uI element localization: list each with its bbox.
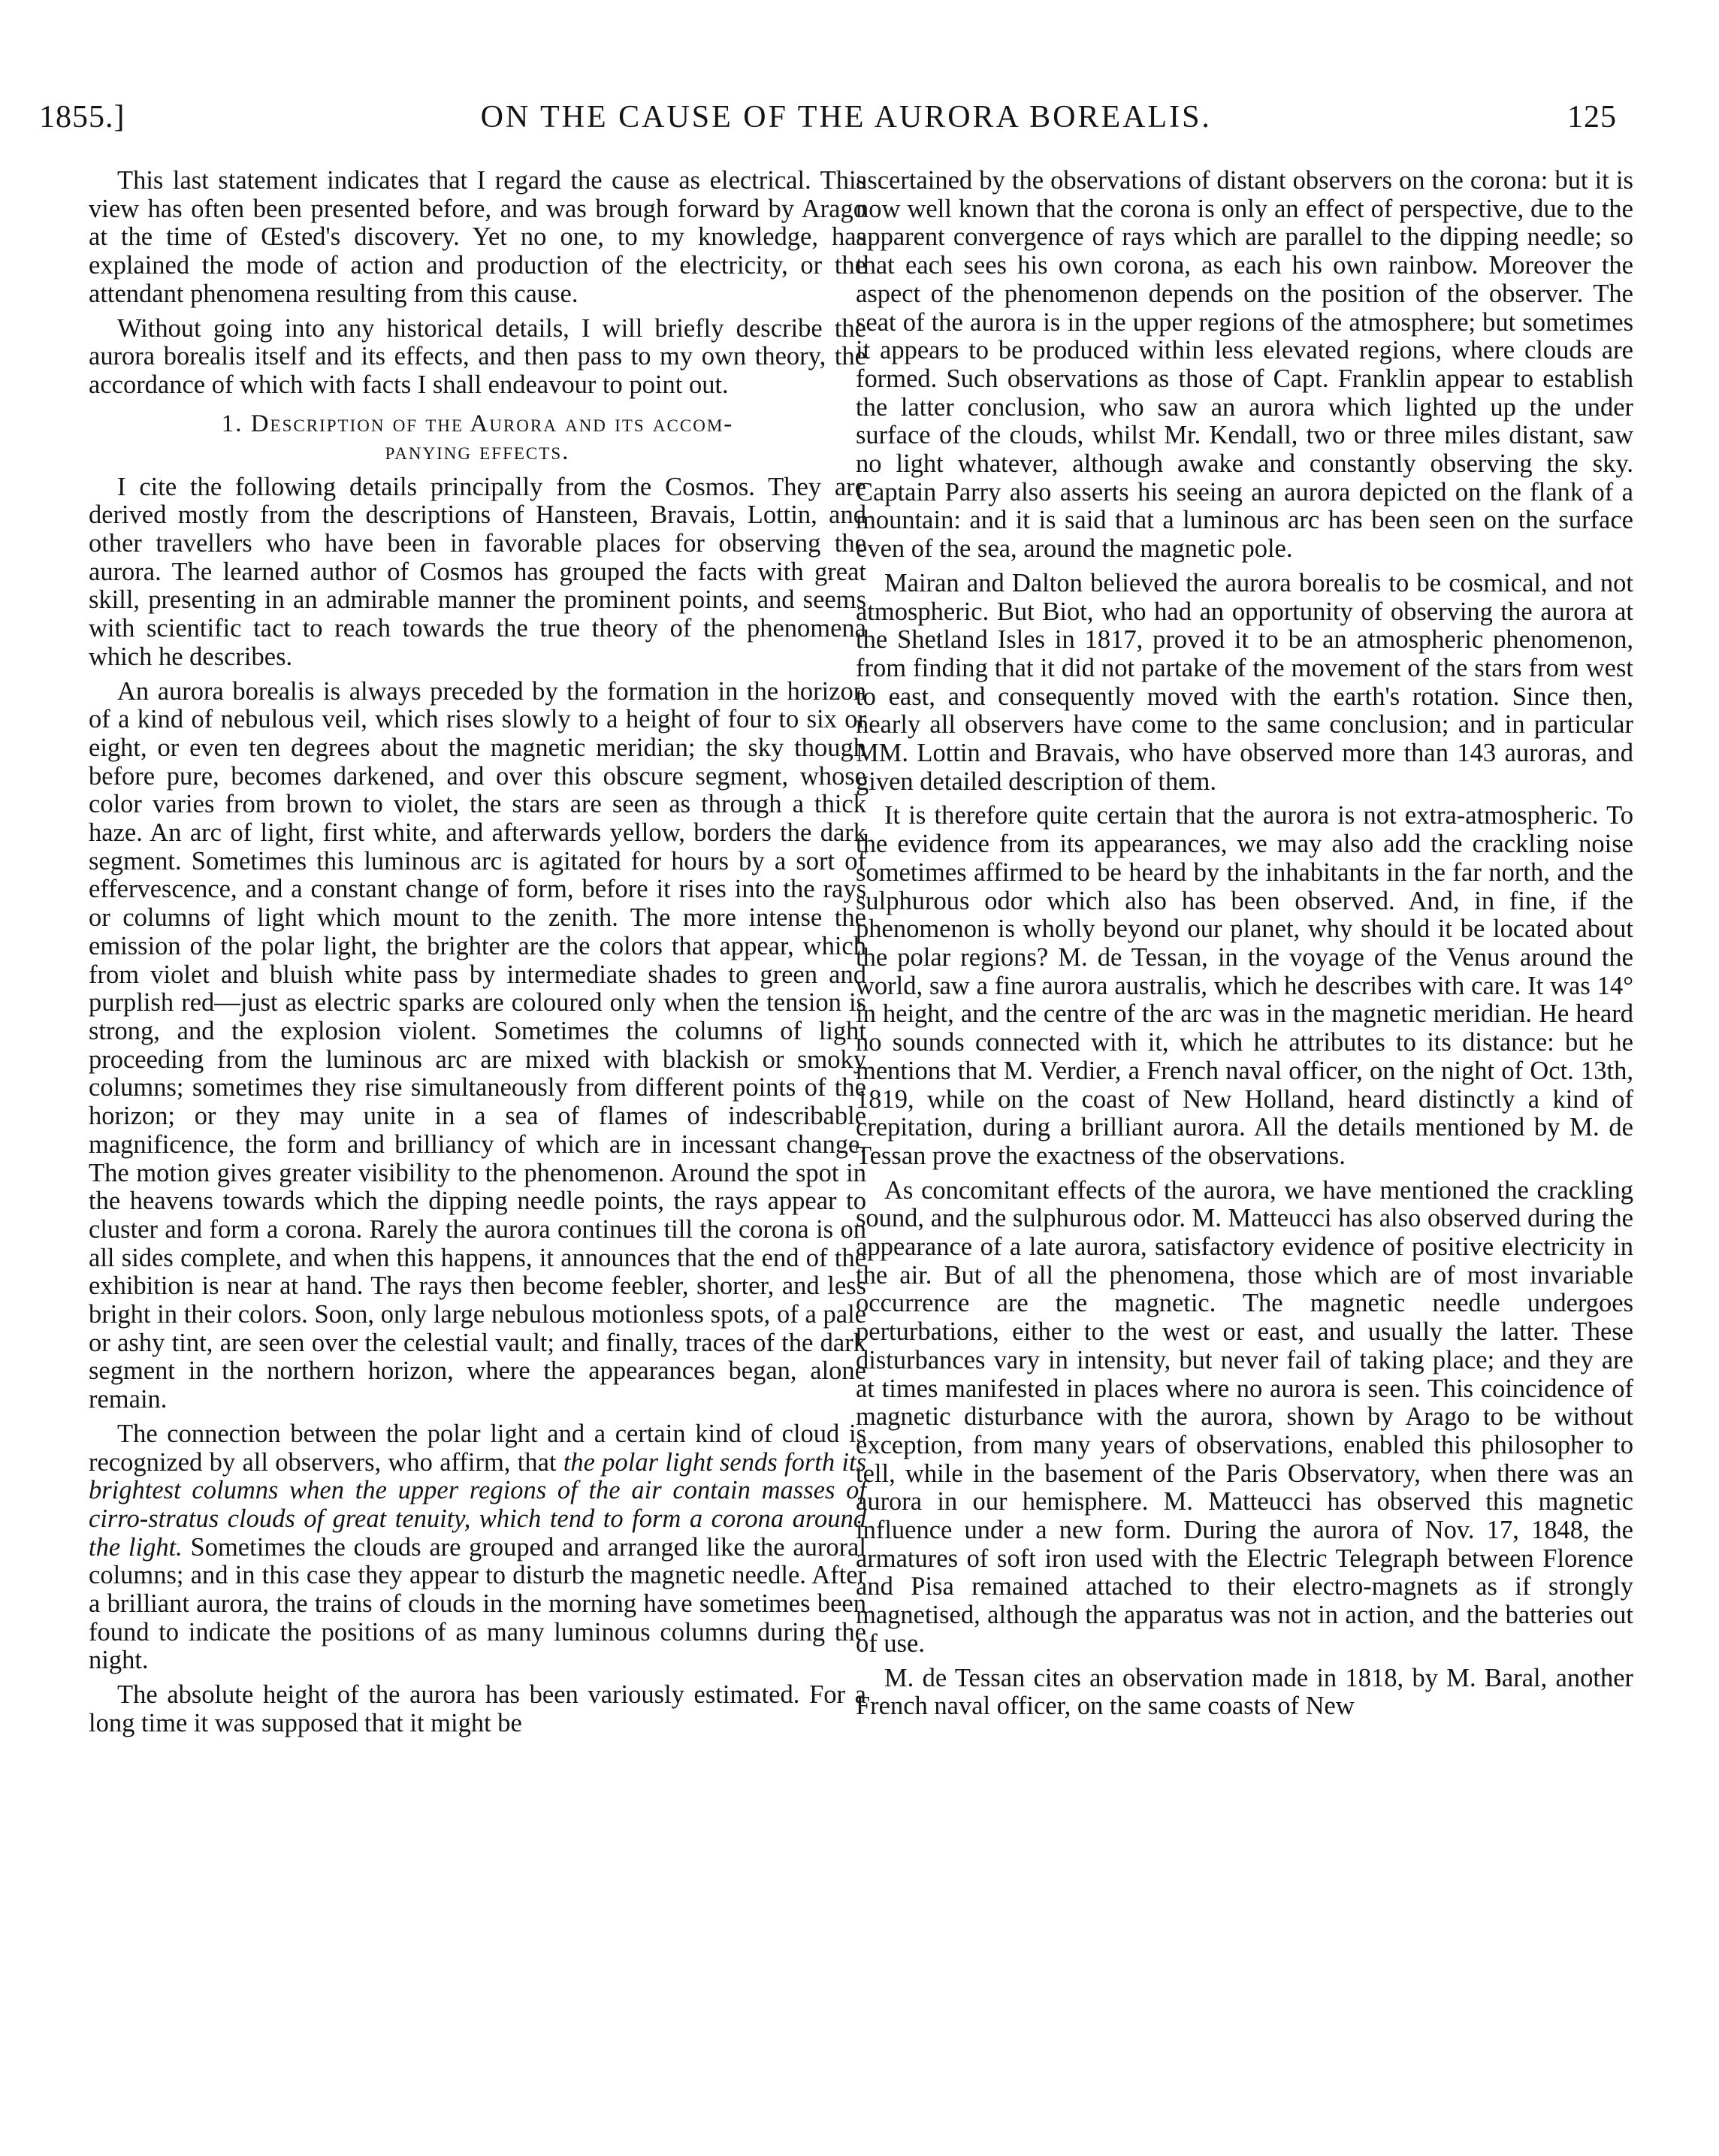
- page-number: 125: [1567, 100, 1617, 135]
- header-title: ON THE CAUSE OF THE AURORA BOREALIS.: [480, 100, 1212, 135]
- section-heading-line: panying effects.: [385, 437, 570, 465]
- paragraph: [89, 1420, 866, 1675]
- paragraph: Without going into any historical details, I will briefly describe the aurora borealis itself and its effects, and then pass to my own theory, the accordance of which with facts I shall endeavour to point out.: [89, 313, 866, 399]
- italic-quotation: the polar light sends forth its brightest columns when the upper regions of the air contain masses of cirro-stratus clouds of great tenuity, which tend to form a corona around the light.: [89, 1447, 867, 1562]
- section-heading-line: 1. Description of the Aurora and its accom-: [221, 410, 734, 437]
- paragraph: The absolute height of the aurora has been variously estimated. For a long time it was supposed that it might be: [89, 1680, 866, 1737]
- paragraph: As concomitant effects of the aurora, we have mentioned the crackling sound, and the sulphurous odor. M. Matteucci has also observed during the appearance of a late aurora, satisfactory evidence of positive electricity in the air. But of all the phenomena, those which are of most invariable occurrence are the magnetic. The magnetic needle undergoes perturbations, either to the west or east, and usually the latter. These disturbances vary in intensity, but never fail of taking place; and they are at times manifested in places where no aurora is seen. This coincidence of magnetic disturbance with the aurora, shown by Arago to be without exception, from many years of observations, enabled this philosopher to tell, while in the basement of the Paris Observatory, when there was an aurora in our hemisphere. M. Matteucci has observed this magnetic influence under a new form. During the aurora of Nov. 17, 1848, the armatures of soft iron used with the Electric Telegraph between Florence and Pisa remained attached to their electro-magnets as if strongly magnetised, although the apparatus was not in action, and the batteries out of use.: [856, 1175, 1633, 1658]
- paragraph: Mairan and Dalton believed the aurora borealis to be cosmical, and not atmospheric. But Biot, who had an opportunity of observing the aurora at the Shetland Isles in 1817, proved it to be an atmospheric phenomenon, from finding that it did not partake of the movement of the stars from west to east, and consequently moved with the earth's rotation. Since then, nearly all observers have come to the same conclusion; and in particular MM. Lottin and Bravais, who have observed more than 143 auroras, and given detailed description of them.: [856, 568, 1633, 796]
- paragraph-text: The connection between the polar light and a certain kind of cloud is recognized by all observers, who affirm, that: [89, 1419, 866, 1477]
- section-heading: [89, 410, 866, 466]
- paragraph: This last statement indicates that I regard the cause as electrical. This view has often been presented before, and was brough forward by Arago at the time of Œsted's discovery. Yet no one, to my knowledge, has explained the mode of action and production of the electricity, or the attendant phenomena resulting from this cause.: [89, 166, 866, 308]
- right-column: [856, 167, 1633, 1727]
- paragraph: ascertained by the observations of distant observers on the corona: but it is now well known that the corona is only an effect of perspective, due to the apparent convergence of rays which are parallel to the dipping needle; so that each sees his own corona, as each his own rainbow. Moreover the aspect of the phenomenon depends on the position of the observer. The seat of the aurora is in the upper regions of the atmosphere; but sometimes it appears to be produced within less elevated regions, where clouds are formed. Such observations as those of Capt. Franklin appear to establish the latter conclusion, who saw an aurora which lighted up the under surface of the clouds, whilst Mr. Kendall, two or three miles distant, saw no light whatever, although awake and constantly observing the sky. Captain Parry also asserts his seeing an aurora depicted on the flank of a mountain: and it is said that a luminous arc has been seen on the surface even of the sea, around the magnetic pole.: [856, 166, 1633, 564]
- paragraph: M. de Tessan cites an observation made in 1818, by M. Baral, another French naval officer, on the same coasts of New: [856, 1663, 1633, 1721]
- left-column: [89, 167, 866, 1744]
- paragraph: It is therefore quite certain that the aurora is not extra-atmospheric. To the evidence from its appearances, we may also add the crackling noise sometimes affirmed to be heard by the inhabitants in the far north, and the sulphurous odor which also has been observed. And, in fine, if the phenomenon is wholly beyond our planet, why should it be located about the polar regions? M. de Tessan, in the voyage of the Venus around the world, saw a fine aurora australis, which he describes with care. It was 14° in height, and the centre of the arc was in the magnetic meridian. He heard no sounds connected with it, which he attributes to its distance: but he mentions that M. Verdier, a French naval officer, on the night of Oct. 13th, 1819, while on the coast of New Holland, heard distinctly a kind of crepitation, during a brilliant aurora. All the details mentioned by M. de Tessan prove the exactness of the observations.: [856, 801, 1633, 1170]
- header-year: 1855.]: [39, 100, 125, 135]
- running-head: [39, 99, 1617, 144]
- paragraph-text: Sometimes the clouds are grouped and arranged like the auroral columns; and in this case they appear to disturb the magnetic needle. After a brilliant aurora, the trains of clouds in the morning have sometimes been found to indicate the positions of as many luminous columns during the night.: [89, 1532, 867, 1675]
- paragraph: I cite the following details principally from the Cosmos. They are derived mostly from the descriptions of Hansteen, Bravais, Lottin, and other travellers who have been in favorable places for observing the aurora. The learned author of Cosmos has grouped the facts with great skill, presenting in an admirable manner the prominent points, and seems with scientific tact to reach towards the true theory of the phenomena which he describes.: [89, 472, 866, 671]
- paragraph: An aurora borealis is always preceded by the formation in the horizon of a kind of nebulous veil, which rises slowly to a height of four to six or eight, or even ten degrees about the magnetic meridian; the sky though before pure, becomes darkened, and over this obscure segment, whose color varies from brown to violet, the stars are seen as through a thick haze. An arc of light, first white, and afterwards yellow, borders the dark segment. Sometimes this luminous arc is agitated for hours by a sort of effervescence, and a constant change of form, before it rises into the rays or columns of light which mount to the zenith. The more intense the emission of the polar light, the brighter are the colors that appear, which from violet and bluish white pass by intermediate shades to green and purplish red—just as electric sparks are coloured only when the tension is strong, and the explosion violent. Sometimes the columns of light proceeding from the luminous arc are mixed with blackish or smoky columns; sometimes they rise simultaneously from different points of the horizon; or they may unite in a sea of flames of indescribable magnificence, the form and brilliancy of which are in incessant change. The motion gives greater visibility to the phenomenon. Around the spot in the heavens towards which the dipping needle points, the rays appear to cluster and form a corona. Rarely the aurora continues till the corona is on all sides complete, and when this happens, it announces that the end of the exhibition is near at hand. The rays then become feebler, shorter, and less bright in their colors. Soon, only large nebulous motionless spots, of a pale or ashy tint, are seen over the celestial vault; and finally, traces of the dark segment in the northern horizon, where the appearances began, alone remain.: [89, 676, 866, 1414]
